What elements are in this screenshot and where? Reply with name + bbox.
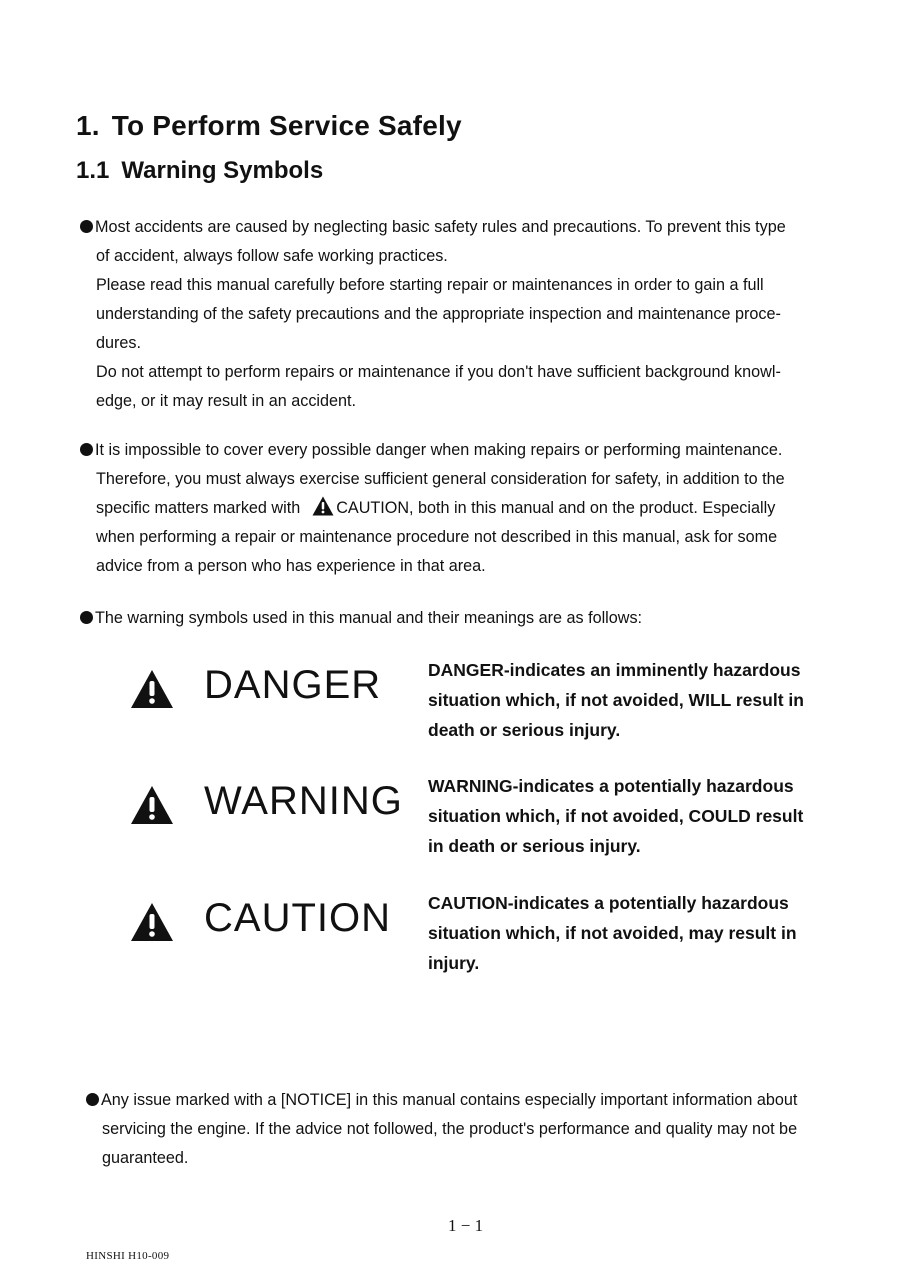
bullet-icon (80, 443, 93, 456)
subsection-title-text: Warning Symbols (121, 157, 324, 184)
symbol-description: DANGER-indicates an imminently hazardous situation which, if not avoided, WILL result in death or serious injury. (428, 660, 804, 740)
section-title: To Perform Service Safely (111, 110, 462, 141)
subsection-number: 1.1 (76, 157, 110, 184)
bullet-icon (86, 1093, 99, 1106)
warning-triangle-icon (130, 902, 174, 942)
symbol-label: WARNING (204, 779, 403, 823)
bullet-icon (80, 611, 93, 624)
symbol-warning (130, 771, 850, 871)
warning-triangle-icon (130, 669, 174, 709)
symbol-description: WARNING-indicates a potentially hazardous situation which, if not avoided, COULD result in death or serious injury. (428, 776, 804, 856)
symbol-description: CAUTION-indicates a potentially hazardous situation which, if not avoided, may result in injury. (428, 893, 797, 973)
paragraph-safety-rules: Most accidents are caused by neglecting basic safety rules and precautions. To prevent this type of accident, always follow safe working practices. Please read this manual carefully before starting repair or maintenances in order to gain a full understanding of the safety precautions and the appropriate inspection and maintenance proce- dures. Do not attempt to perform repairs or maintenance if you don't have sufficient background knowl- edge, or it may result in an accident. (80, 213, 786, 416)
document-id: HINSHI H10-009 (86, 1250, 170, 1262)
page-number: 1 − 1 (448, 1216, 484, 1235)
symbol-danger (130, 655, 850, 755)
symbol-label: DANGER (204, 663, 382, 707)
symbol-caution (130, 888, 850, 988)
section-number: 1. (76, 110, 100, 141)
warning-triangle-icon (130, 785, 174, 825)
subsection-title (76, 157, 323, 185)
symbol-label: CAUTION (204, 896, 391, 940)
paragraph-symbols-intro: The warning symbols used in this manual and their meanings are as follows: (80, 604, 642, 633)
warning-triangle-icon (312, 496, 334, 516)
page-title (76, 110, 462, 142)
paragraph-general-safety: It is impossible to cover every possible danger when making repairs or performing maintenance. Therefore, you must always exercise sufficient general consideration for safety, in addition to the specific matters marked with CAUTION, both in this manual and on the product. Especially when performing a repair or maintenance procedure not described in this manual, ask for some advice from a person who has experience in that area. (80, 436, 785, 581)
paragraph-notice: Any issue marked with a [NOTICE] in this manual contains especially important information about servicing the engine. If the advice not followed, the product's performance and quality may not be guaranteed. (86, 1086, 797, 1173)
bullet-icon (80, 220, 93, 233)
